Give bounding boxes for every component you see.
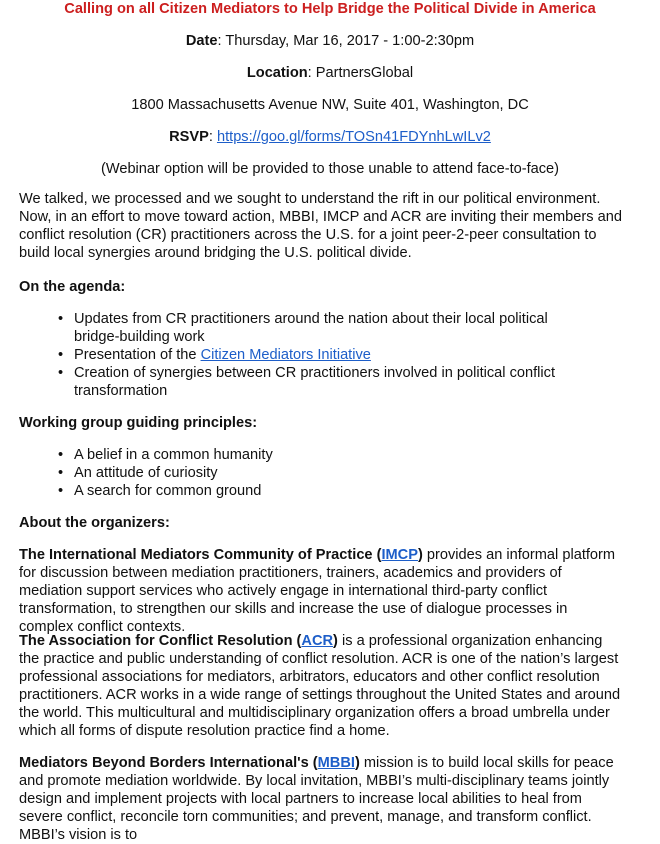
- list-item: [0, 310, 594, 346]
- imcp-close: ): [417, 547, 423, 563]
- event-location: [0, 64, 660, 82]
- date-value: : Thursday, Mar 16, 2017 - 1:00-2:30pm: [217, 33, 475, 49]
- mbbi-name: Mediators Beyond Borders International's (: [19, 755, 318, 771]
- agenda-item-text: Creation of synergies between CR practitioners involved in political conflict transformation: [74, 365, 556, 399]
- imcp-link[interactable]: IMCP: [381, 547, 418, 563]
- list-item: [0, 482, 594, 500]
- acr-name: The Association for Conflict Resolution (: [19, 633, 302, 649]
- principle-text: A belief in a common humanity: [74, 447, 273, 463]
- principles-list: [0, 446, 594, 500]
- agenda-item-prefix: Presentation of the: [74, 347, 201, 363]
- agenda-item-text: Updates from CR practitioners around the nation about their local political bridge-building work: [74, 311, 548, 345]
- bullet-icon: •: [58, 347, 64, 363]
- bullet-icon: •: [58, 483, 64, 499]
- mbbi-text: mission is to build local skills for peace and promote mediation worldwide. By local invitation, MBBI’s multi-disciplinary teams jointly design and implement projects with local partners to increase local abilities to heal from severe conflict, reconcile torn communities; and prevent, manage, and transform conflict. MBBI’s vision is to: [19, 755, 614, 843]
- webinar-note: (Webinar option will be provided to those unable to attend face-to-face): [100, 161, 560, 177]
- intro-paragraph: We talked, we processed and we sought to understand the rift in our political environment. Now, in an effort to move toward action, MBBI, IMCP and ACR are inviting their members and conflict resolution (CR) practitioners across the U.S. for a joint peer-2-peer consultation to build local synergies around bridging the U.S. political divide.: [19, 191, 622, 261]
- event-address: 1800 Massachusetts Avenue NW, Suite 401, Washington, DC: [131, 97, 529, 113]
- imcp-text: provides an informal platform for discussion between mediation practitioners, trainers, academics and providers of mediation support services who actively engage in international third-party conflict transformation, to strengthen our skills and increase the use of dialogue processes in complex conflict contexts.: [19, 547, 616, 635]
- bullet-icon: •: [58, 465, 64, 481]
- list-item: [0, 464, 594, 482]
- mbbi-link[interactable]: MBBI: [317, 755, 355, 771]
- mbbi-paragraph: [19, 754, 623, 844]
- bullet-icon: •: [58, 447, 64, 463]
- bullet-icon: •: [58, 365, 64, 381]
- rsvp-separator: :: [208, 129, 217, 145]
- acr-close: ): [333, 633, 338, 649]
- citizen-mediators-link[interactable]: Citizen Mediators Initiative: [200, 347, 371, 363]
- rsvp-label: RSVP: [169, 129, 209, 145]
- acr-link[interactable]: ACR: [301, 633, 334, 649]
- event-rsvp: [0, 128, 660, 146]
- list-item: [0, 446, 594, 464]
- agenda-heading: On the agenda:: [19, 279, 126, 295]
- event-date: [0, 32, 660, 50]
- principle-text: An attitude of curiosity: [74, 465, 218, 481]
- date-label: Date: [185, 33, 218, 49]
- acr-paragraph: [19, 632, 623, 740]
- list-item: [0, 364, 594, 400]
- location-value: : PartnersGlobal: [307, 65, 414, 81]
- acr-text: is a professional organization enhancing the practice and public understanding of conflict resolution. ACR is one of the nation’s largest professional associations for mediators, arbitrators, educators and other conflict resolution practitioners. ACR works in a wide range of settings throughout the United States and around the world. This multicultural and multidisciplinary organization offers a broad umbrella under which all forms of dispute resolution practice find a home.: [19, 633, 621, 739]
- imcp-name: The International Mediators Community of Practice (: [19, 547, 382, 563]
- event-title: Calling on all Citizen Mediators to Help Bridge the Political Divide in America: [64, 1, 596, 17]
- principles-heading: Working group guiding principles:: [19, 415, 258, 431]
- organizers-heading: About the organizers:: [19, 515, 170, 531]
- mbbi-close: ): [354, 755, 360, 771]
- location-label: Location: [246, 65, 308, 81]
- bullet-icon: •: [58, 311, 64, 327]
- imcp-paragraph: [19, 546, 623, 636]
- list-item: [0, 346, 594, 364]
- principle-text: A search for common ground: [74, 483, 262, 499]
- agenda-list: [0, 310, 594, 400]
- rsvp-link[interactable]: https://goo.gl/forms/TOSn41FDYnhLwILv2: [216, 129, 491, 145]
